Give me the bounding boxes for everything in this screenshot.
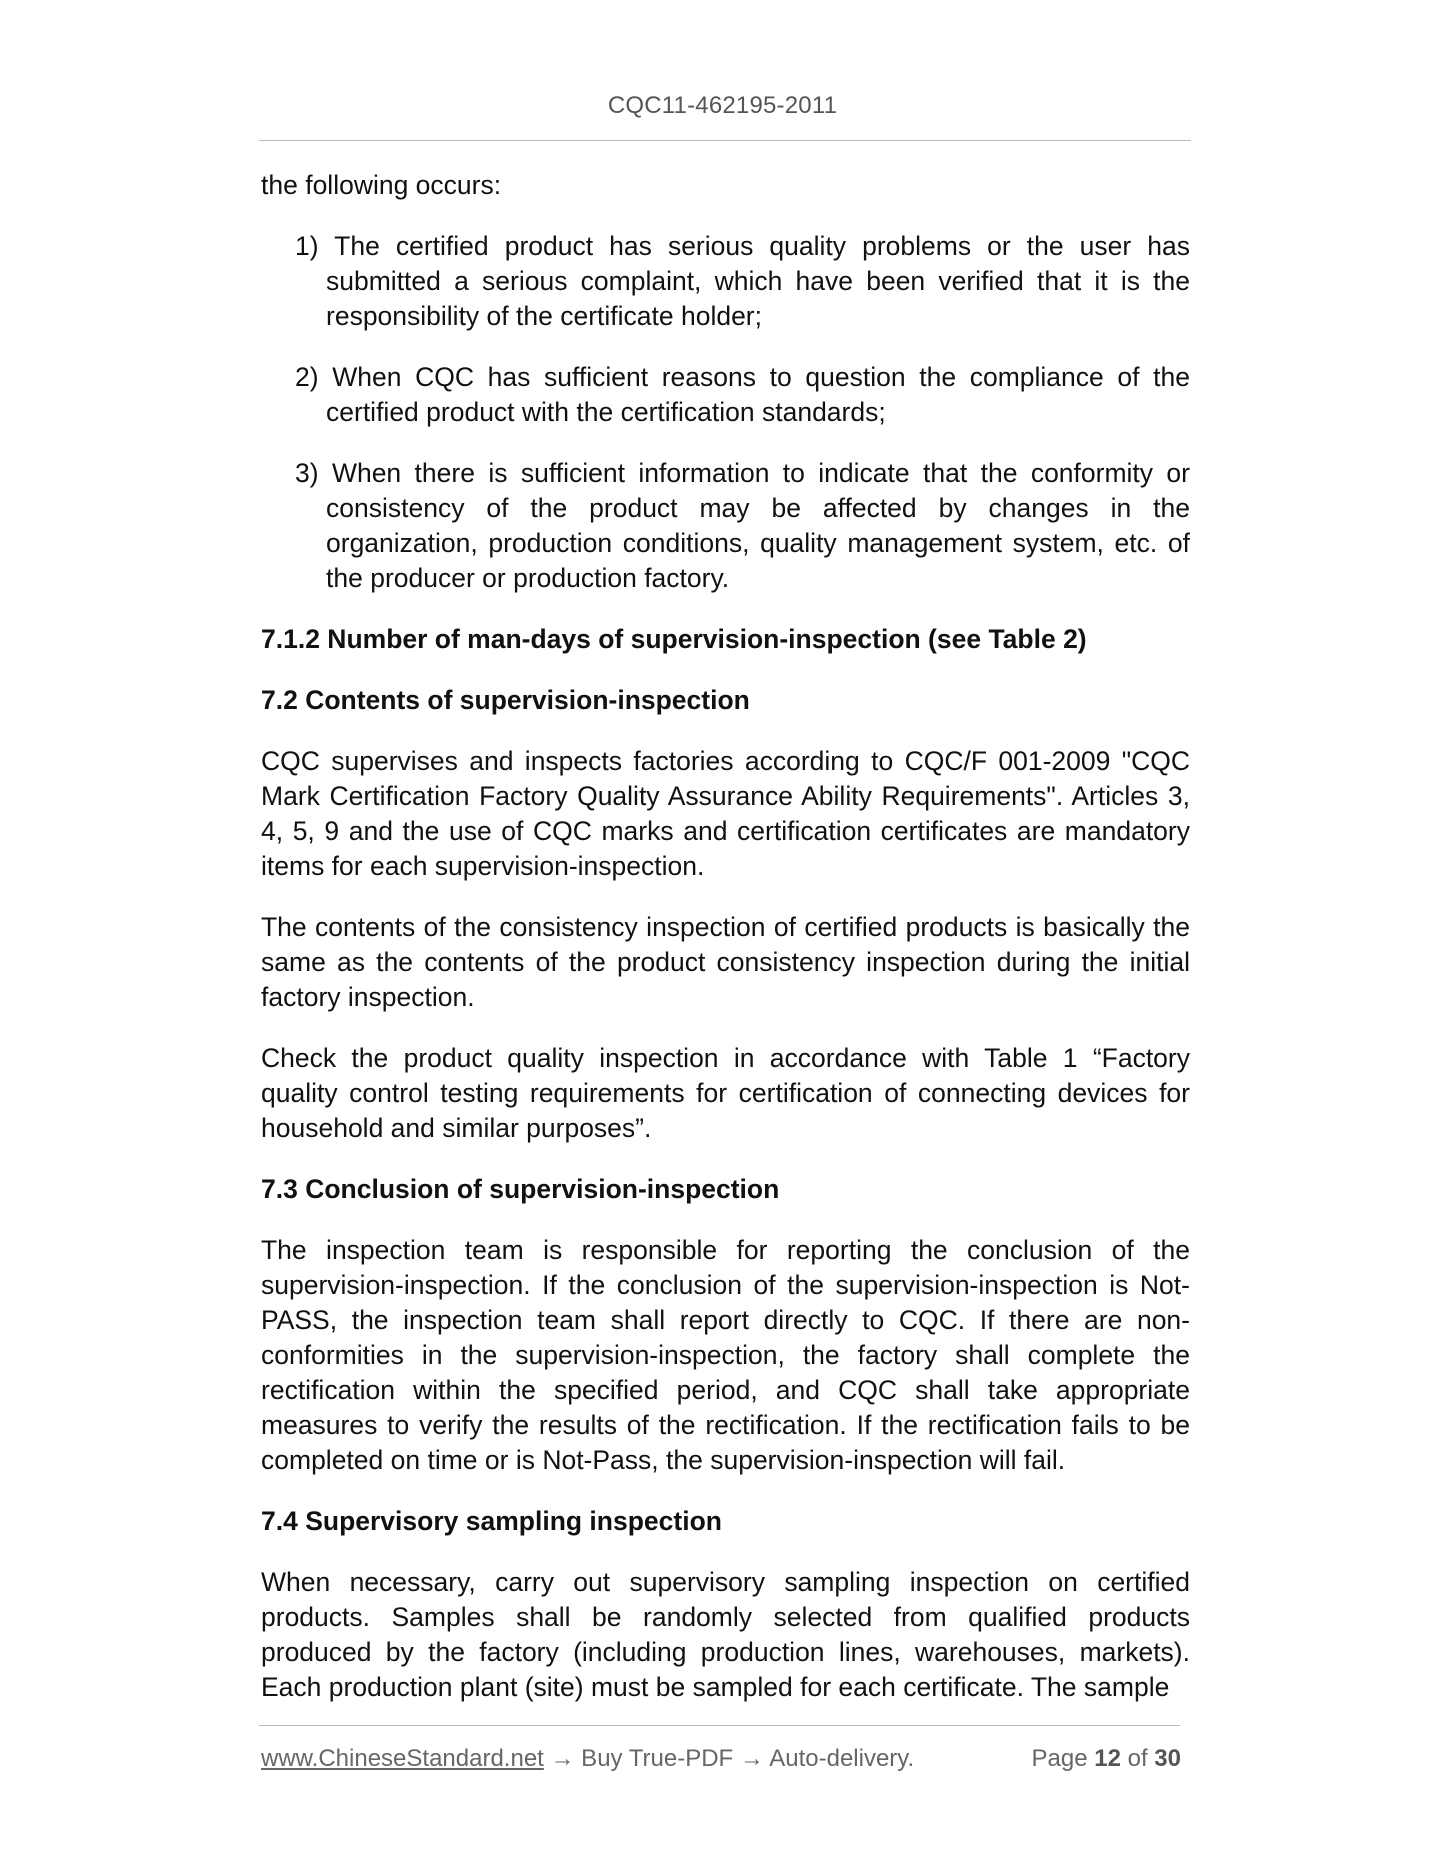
page-footer	[261, 1745, 1181, 1779]
document-code-header: CQC11-462195-2011	[607, 92, 838, 119]
page-total: 30	[1154, 1745, 1181, 1772]
website-link[interactable]: www.ChineseStandard.net	[261, 1745, 544, 1772]
section-heading-7-2: 7.2 Contents of supervision-inspection	[261, 685, 750, 715]
paragraph: Check the product quality inspection in accordance with Table 1 “Factory quality control testing requirements for certification of connecting devices for household and similar purposes”.	[261, 1043, 1190, 1143]
section-heading-7-1-2: 7.1.2 Number of man-days of supervision-inspection (see Table 2)	[261, 624, 1087, 654]
section-heading-7-4: 7.4 Supervisory sampling inspection	[261, 1506, 722, 1536]
page-number: 12	[1094, 1745, 1121, 1772]
paragraph: When necessary, carry out supervisory sampling inspection on certified products. Samples shall be randomly selected from qualified products produced by the factory (including production lines, warehouses, markets). Each production plant (site) must be sampled for each certificate. The sample	[261, 1567, 1190, 1702]
paragraph: The contents of the consistency inspection of certified products is basically the same as the contents of the product consistency inspection during the initial factory inspection.	[261, 912, 1190, 1012]
paragraph: The inspection team is responsible for reporting the conclusion of the supervision-inspection. If the conclusion of the supervision-inspection is Not-PASS, the inspection team shall report directly to CQC. If there are non-conformities in the supervision-inspection, the factory shall complete the rectification within the specified period, and CQC shall take appropriate measures to verify the results of the rectification. If the rectification fails to be completed on time or is Not-Pass, the supervision-inspection will fail.	[261, 1235, 1190, 1475]
page-label: Page	[1031, 1745, 1088, 1772]
footer-promo-text: → Buy True-PDF → Auto-delivery.	[543, 1745, 915, 1772]
footer-divider	[259, 1725, 1180, 1726]
section-heading-7-3: 7.3 Conclusion of supervision-inspection	[261, 1174, 780, 1204]
page-indicator	[1032, 1745, 1182, 1773]
list-item: 2) When CQC has sufficient reasons to question the compliance of the certified product with the certification standards;	[295, 362, 1190, 427]
list-item: 1) The certified product has serious quality problems or the user has submitted a serious complaint, which have been verified that it is the responsibility of the certificate holder;	[295, 231, 1190, 331]
list-item: 3) When there is sufficient information to indicate that the conformity or consistency of the product may be affected by changes in the organization, production conditions, quality management system, etc. of the producer or production factory.	[295, 458, 1190, 593]
paragraph: CQC supervises and inspects factories according to CQC/F 001-2009 "CQC Mark Certification Factory Quality Assurance Ability Requirements". Articles 3, 4, 5, 9 and the use of CQC marks and certification certificates are mandatory items for each supervision-inspection.	[261, 746, 1190, 881]
intro-text: the following occurs:	[261, 170, 502, 200]
of-label: of	[1127, 1745, 1148, 1772]
page-content	[261, 168, 1190, 1731]
header-divider	[259, 140, 1191, 141]
